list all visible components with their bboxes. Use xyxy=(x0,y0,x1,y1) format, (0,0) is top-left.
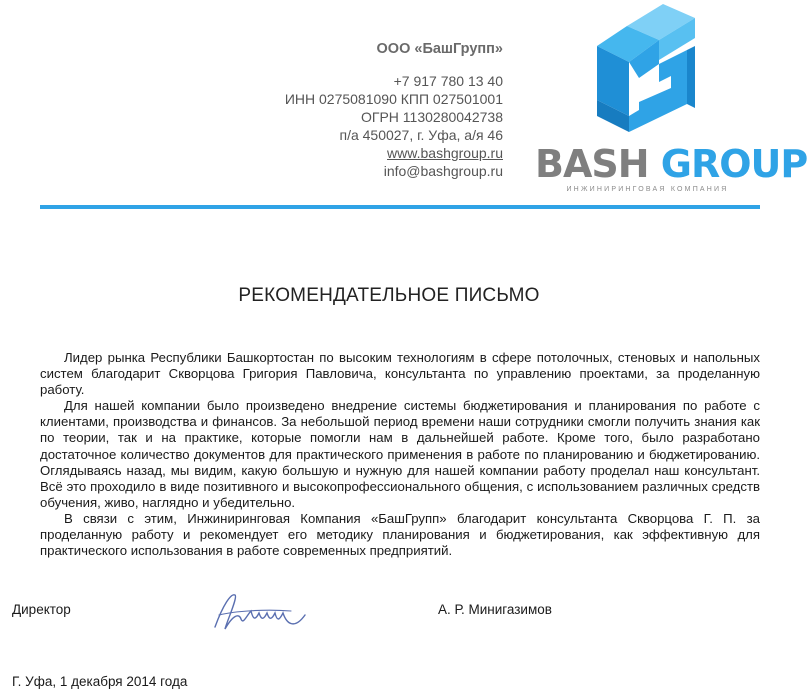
ogrn: ОГРН 1130280042738 xyxy=(361,109,503,125)
paragraph: Для нашей компании было произведено внедрение системы бюджетирования и планирования по работе с клиентами, производства и финансов. За небольшой период времени наши сотрудники смогли получить знания как по теории, так и на практике, которые помогли нам в дальнейшей работе. Кроме того, было разработано достаточное количество документов для практического применения в работе по планированию и бюджетированию. Оглядываясь назад, мы видим, какую большую и нужную для нашей компании работу проделал наш консультант. Всё это проходило в виде позитивного и высокопрофессионального общения, с использованием различных средств обучения, живо, наглядно и убедительно. xyxy=(40,398,760,510)
paragraph: Лидер рынка Республики Башкортостан по высоким технологиям в сфере потолочных, стеновых и напольных систем благодарит Скворцова Григория Павловича, консультанта по управлению проектами, за проделанную работу. xyxy=(40,350,760,398)
signatory-name: А. Р. Минигазимов xyxy=(438,602,552,617)
email: info@bashgroup.ru xyxy=(383,163,503,179)
logo-word-group: GROUP xyxy=(660,142,807,186)
inn-kpp: ИНН 0275081090 КПП 027501001 xyxy=(284,91,503,107)
header-divider xyxy=(40,205,760,209)
logo-subtitle: ИНЖИНИРИНГОВАЯ КОМПАНИЯ xyxy=(566,186,729,193)
bash-group-logo xyxy=(535,4,807,196)
paragraph: В связи с этим, Инжиниринговая Компания «БашГрупп» благодарит консультанта Скворцова Г. П. за проделанную работу и рекомендует его методику планирования и бюджетирования, как эффективную для практического использования в работе современных предприятий. xyxy=(40,510,760,559)
company-name: ООО «БашГрупп» xyxy=(376,41,503,57)
logo-word-bash: BASH xyxy=(535,142,649,186)
phone: +7 917 780 13 40 xyxy=(393,73,503,89)
letter-body xyxy=(40,350,760,559)
handwritten-signature xyxy=(205,585,325,640)
letter-date: Г. Уфа, 1 декабря 2014 года xyxy=(12,674,188,689)
logo-wordmark xyxy=(535,142,807,186)
logo-g-icon xyxy=(535,4,760,144)
letter-title: РЕКОМЕНДАТЕЛЬНОЕ ПИСЬМО xyxy=(238,285,540,306)
postal-address: п/а 450027, г. Уфа, а/я 46 xyxy=(339,127,503,143)
company-contacts xyxy=(285,40,503,180)
signatory-role: Директор xyxy=(12,602,71,617)
website-link[interactable]: www.bashgroup.ru xyxy=(387,145,503,161)
